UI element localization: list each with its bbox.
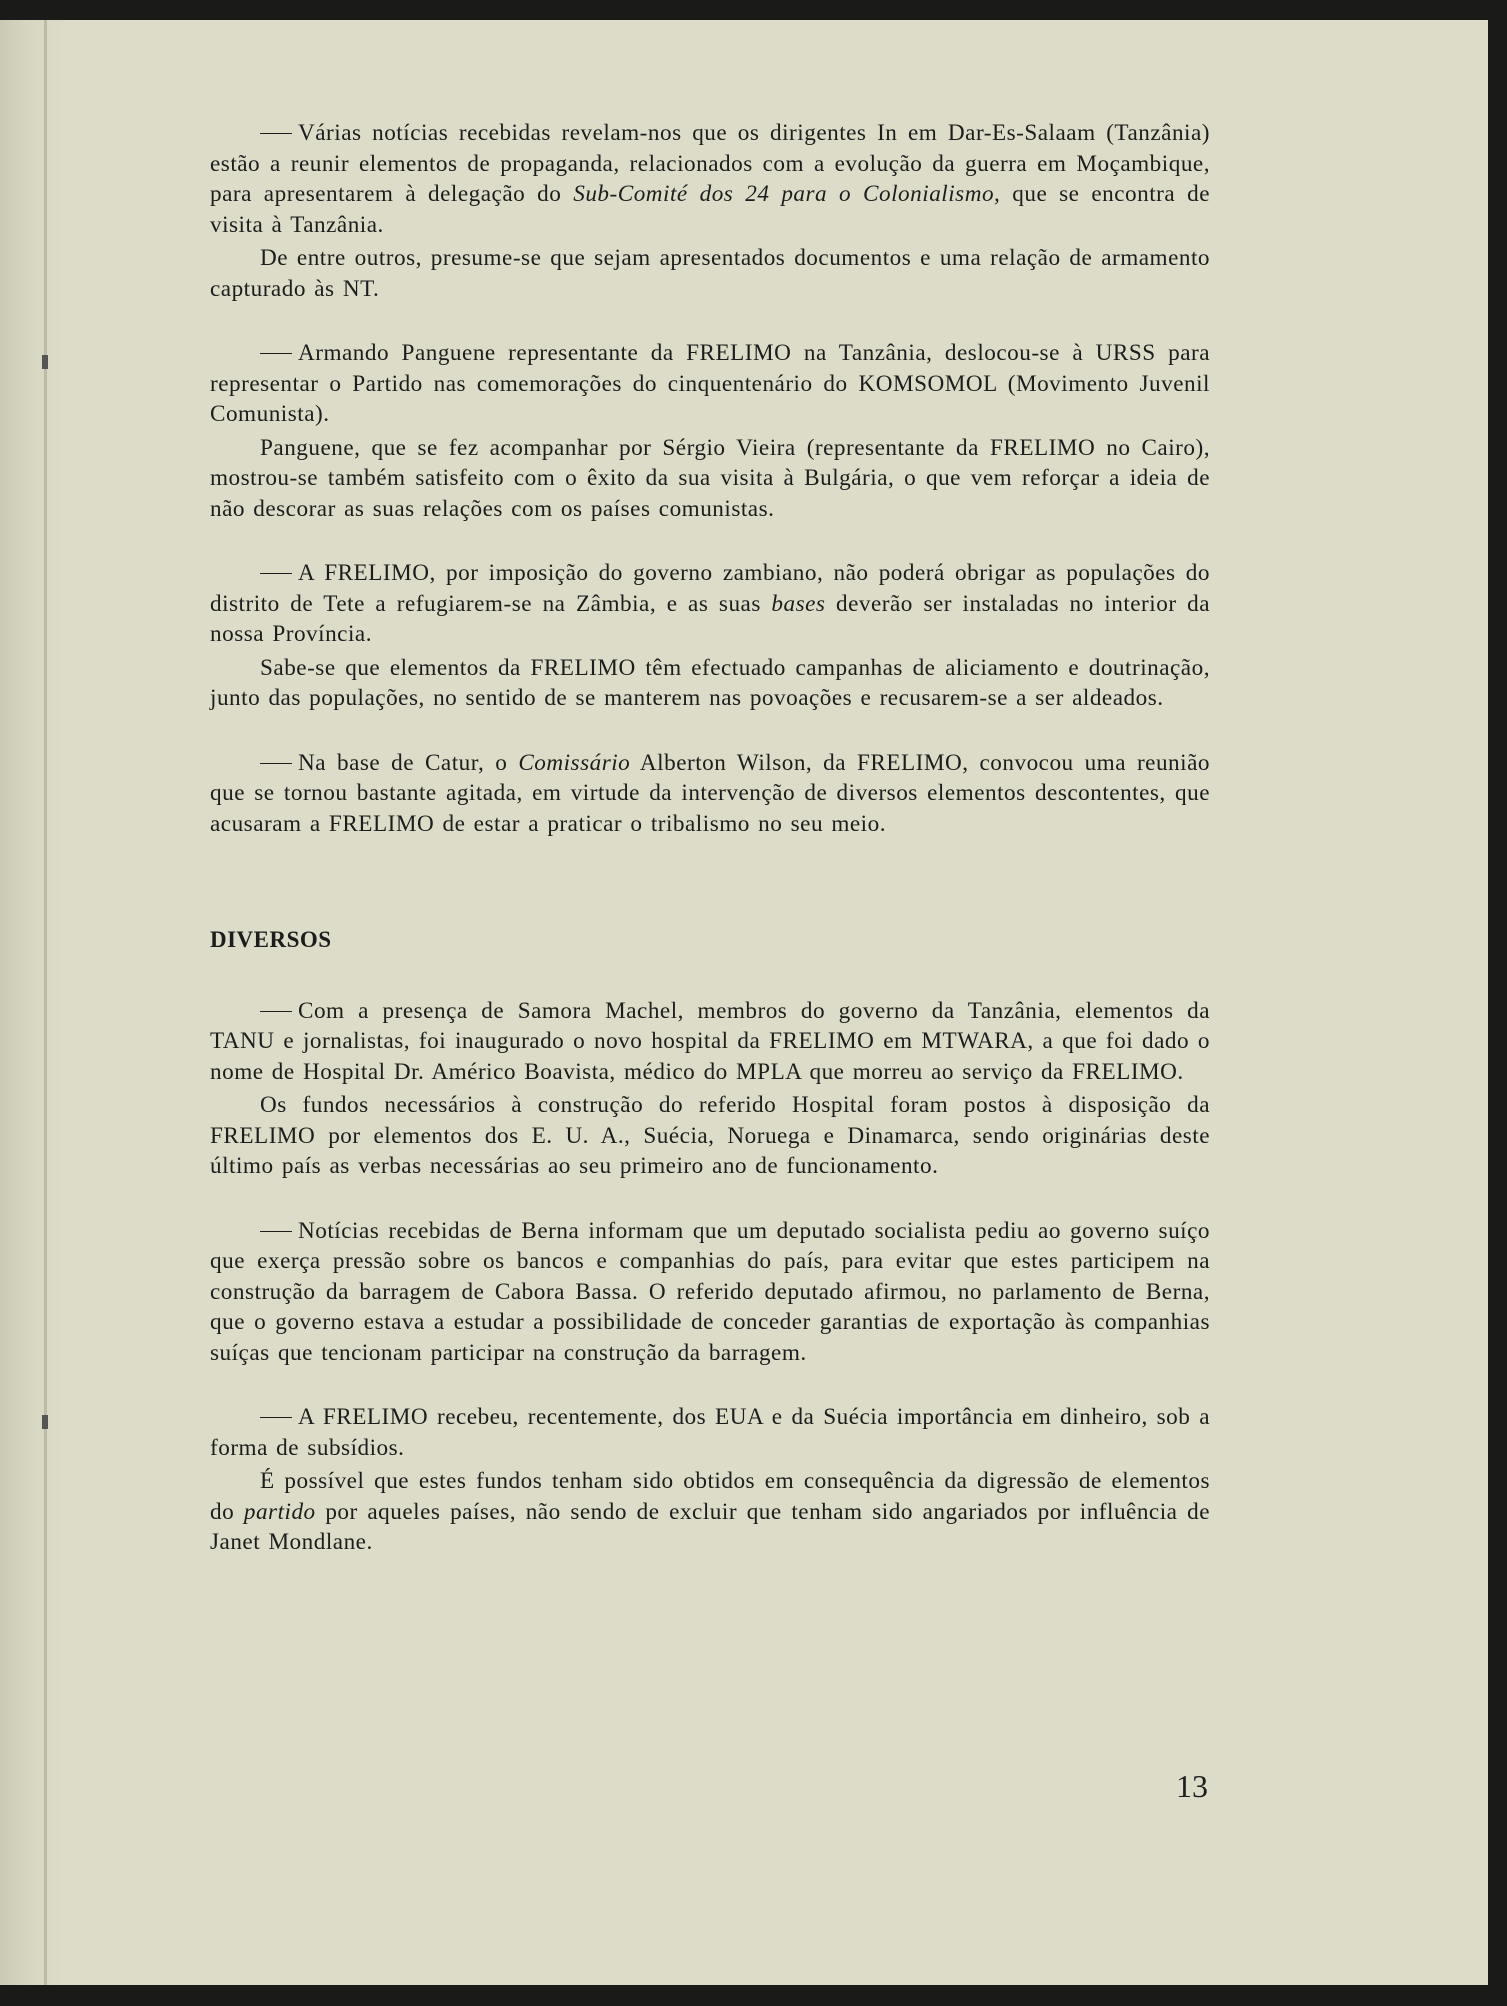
item-lead (210, 1216, 1210, 1369)
em-dash (260, 573, 292, 574)
lead-tail: que se encontra de visita à Tanzânia. (210, 181, 1210, 238)
document-text (210, 118, 1210, 1592)
news-item (210, 1216, 1210, 1369)
italic-text: bases (771, 590, 826, 617)
binding-mark (42, 1415, 48, 1429)
lead-text: A FRELIMO, por imposição do governo zambiano, não poderá obrigar as populações do distrito de Tete a refugiarem-se na Zâmbia, e as suas (210, 560, 1210, 617)
continuation-tail: por aqueles países, não sendo de excluir que tenham sido angariados por influência de Janet Mondlane. (210, 1498, 1211, 1555)
lead-text: Várias notícias recebidas revelam-nos que os dirigentes In em Dar-Es-Salaam (Tanzânia) estão a reunir elementos de propaganda, relacionados com a evolução da guerra em Moçambique, para apresentarem à delegação do (210, 120, 1210, 207)
lead-text: Com a presença de Samora Machel, membros do governo da Tanzânia, elementos da TANU e jornalistas, foi inaugurado o novo hospital da FRELIMO em MTWARA, a que foi dado o nome de Hospital Dr. Américo Boavista, médico do MPLA que morreu ao serviço da FRELIMO. (210, 997, 1210, 1085)
item-lead (210, 118, 1210, 240)
item-lead (210, 338, 1210, 430)
binding-spine (0, 20, 70, 1985)
news-item (210, 1402, 1210, 1558)
italic-text: partido (243, 1498, 316, 1525)
news-item (210, 558, 1210, 714)
italic-text: Sub-Comité dos 24 para o Colonialismo, (573, 181, 1001, 207)
item-continuation (210, 1466, 1210, 1558)
item-lead (210, 1402, 1210, 1463)
lead-text: Na base de Catur, o (298, 749, 519, 776)
continuation-text: É possível que estes fundos tenham sido obtidos em consequência da digressão de elementos do (210, 1468, 1210, 1525)
em-dash (260, 1417, 292, 1418)
item-continuation: Panguene, que se fez acompanhar por Sérgio Vieira (representante da FRELIMO no Cairo), mostrou-se também satisfeito com o êxito da sua visita à Bulgária, o que vem reforçar a ideia de não descorar as suas relações com os países comunistas. (210, 434, 1210, 522)
lead-tail: Alberton Wilson, da FRELIMO, convocou uma reunião que se tornou bastante agitada, em virtude da intervenção de diversos elementos descontentes, que acusaram a FRELIMO de estar a praticar o tribalismo no seu meio. (210, 749, 1210, 837)
lead-text: Armando Panguene representante da FRELIMO na Tanzânia, deslocou-se à URSS para representar o Partido nas comemorações do cinquentenário do KOMSOMOL (Movimento Juvenil Comunista). (210, 340, 1210, 427)
em-dash (260, 1011, 292, 1012)
news-item (210, 996, 1210, 1182)
lead-text: A FRELIMO recebeu, recentemente, dos EUA e da Suécia importância em dinheiro, sob a forma de subsídios. (210, 1404, 1210, 1461)
item-continuation: Sabe-se que elementos da FRELIMO têm efectuado campanhas de aliciamento e doutrinação, junto das populações, no sentido de se manterem nas povoações e recusarem-se a ser aldeados. (210, 654, 1210, 711)
news-item (210, 338, 1210, 524)
em-dash (260, 133, 292, 134)
news-item (210, 748, 1210, 840)
em-dash (260, 353, 292, 354)
item-lead (210, 748, 1210, 840)
section-title: DIVERSOS (210, 927, 332, 952)
item-lead (210, 996, 1210, 1088)
lead-tail: deverão ser instaladas no interior da nossa Província. (210, 590, 1210, 647)
news-item (210, 118, 1210, 304)
em-dash (260, 1231, 292, 1232)
page-number: 13 (1176, 1768, 1208, 1804)
em-dash (260, 763, 292, 764)
item-continuation: De entre outros, presume-se que sejam apresentados documentos e uma relação de armamento capturado às NT. (210, 245, 1210, 302)
binding-crease (44, 20, 47, 1985)
item-lead (210, 558, 1210, 650)
document-page (0, 20, 1488, 1985)
binding-mark (42, 355, 48, 369)
italic-text: Comissário (518, 749, 631, 776)
lead-text: Notícias recebidas de Berna informam que um deputado socialista pediu ao governo suíço que exerça pressão sobre os bancos e companhias do país, para evitar que estes participem na construção da barragem de Cabora Bassa. O referido deputado afirmou, no parlamento de Berna, que o governo estava a estudar a possibilidade de conceder garantias de exportação às companhias suíças que tencionam participar na construção da barragem. (210, 1217, 1210, 1366)
item-continuation: Os fundos necessários à construção do referido Hospital foram postos à disposição da FRELIMO por elementos dos E. U. A., Suécia, Noruega e Dinamarca, sendo originárias deste último país as verbas necessárias ao seu primeiro ano de funcionamento. (210, 1092, 1210, 1179)
